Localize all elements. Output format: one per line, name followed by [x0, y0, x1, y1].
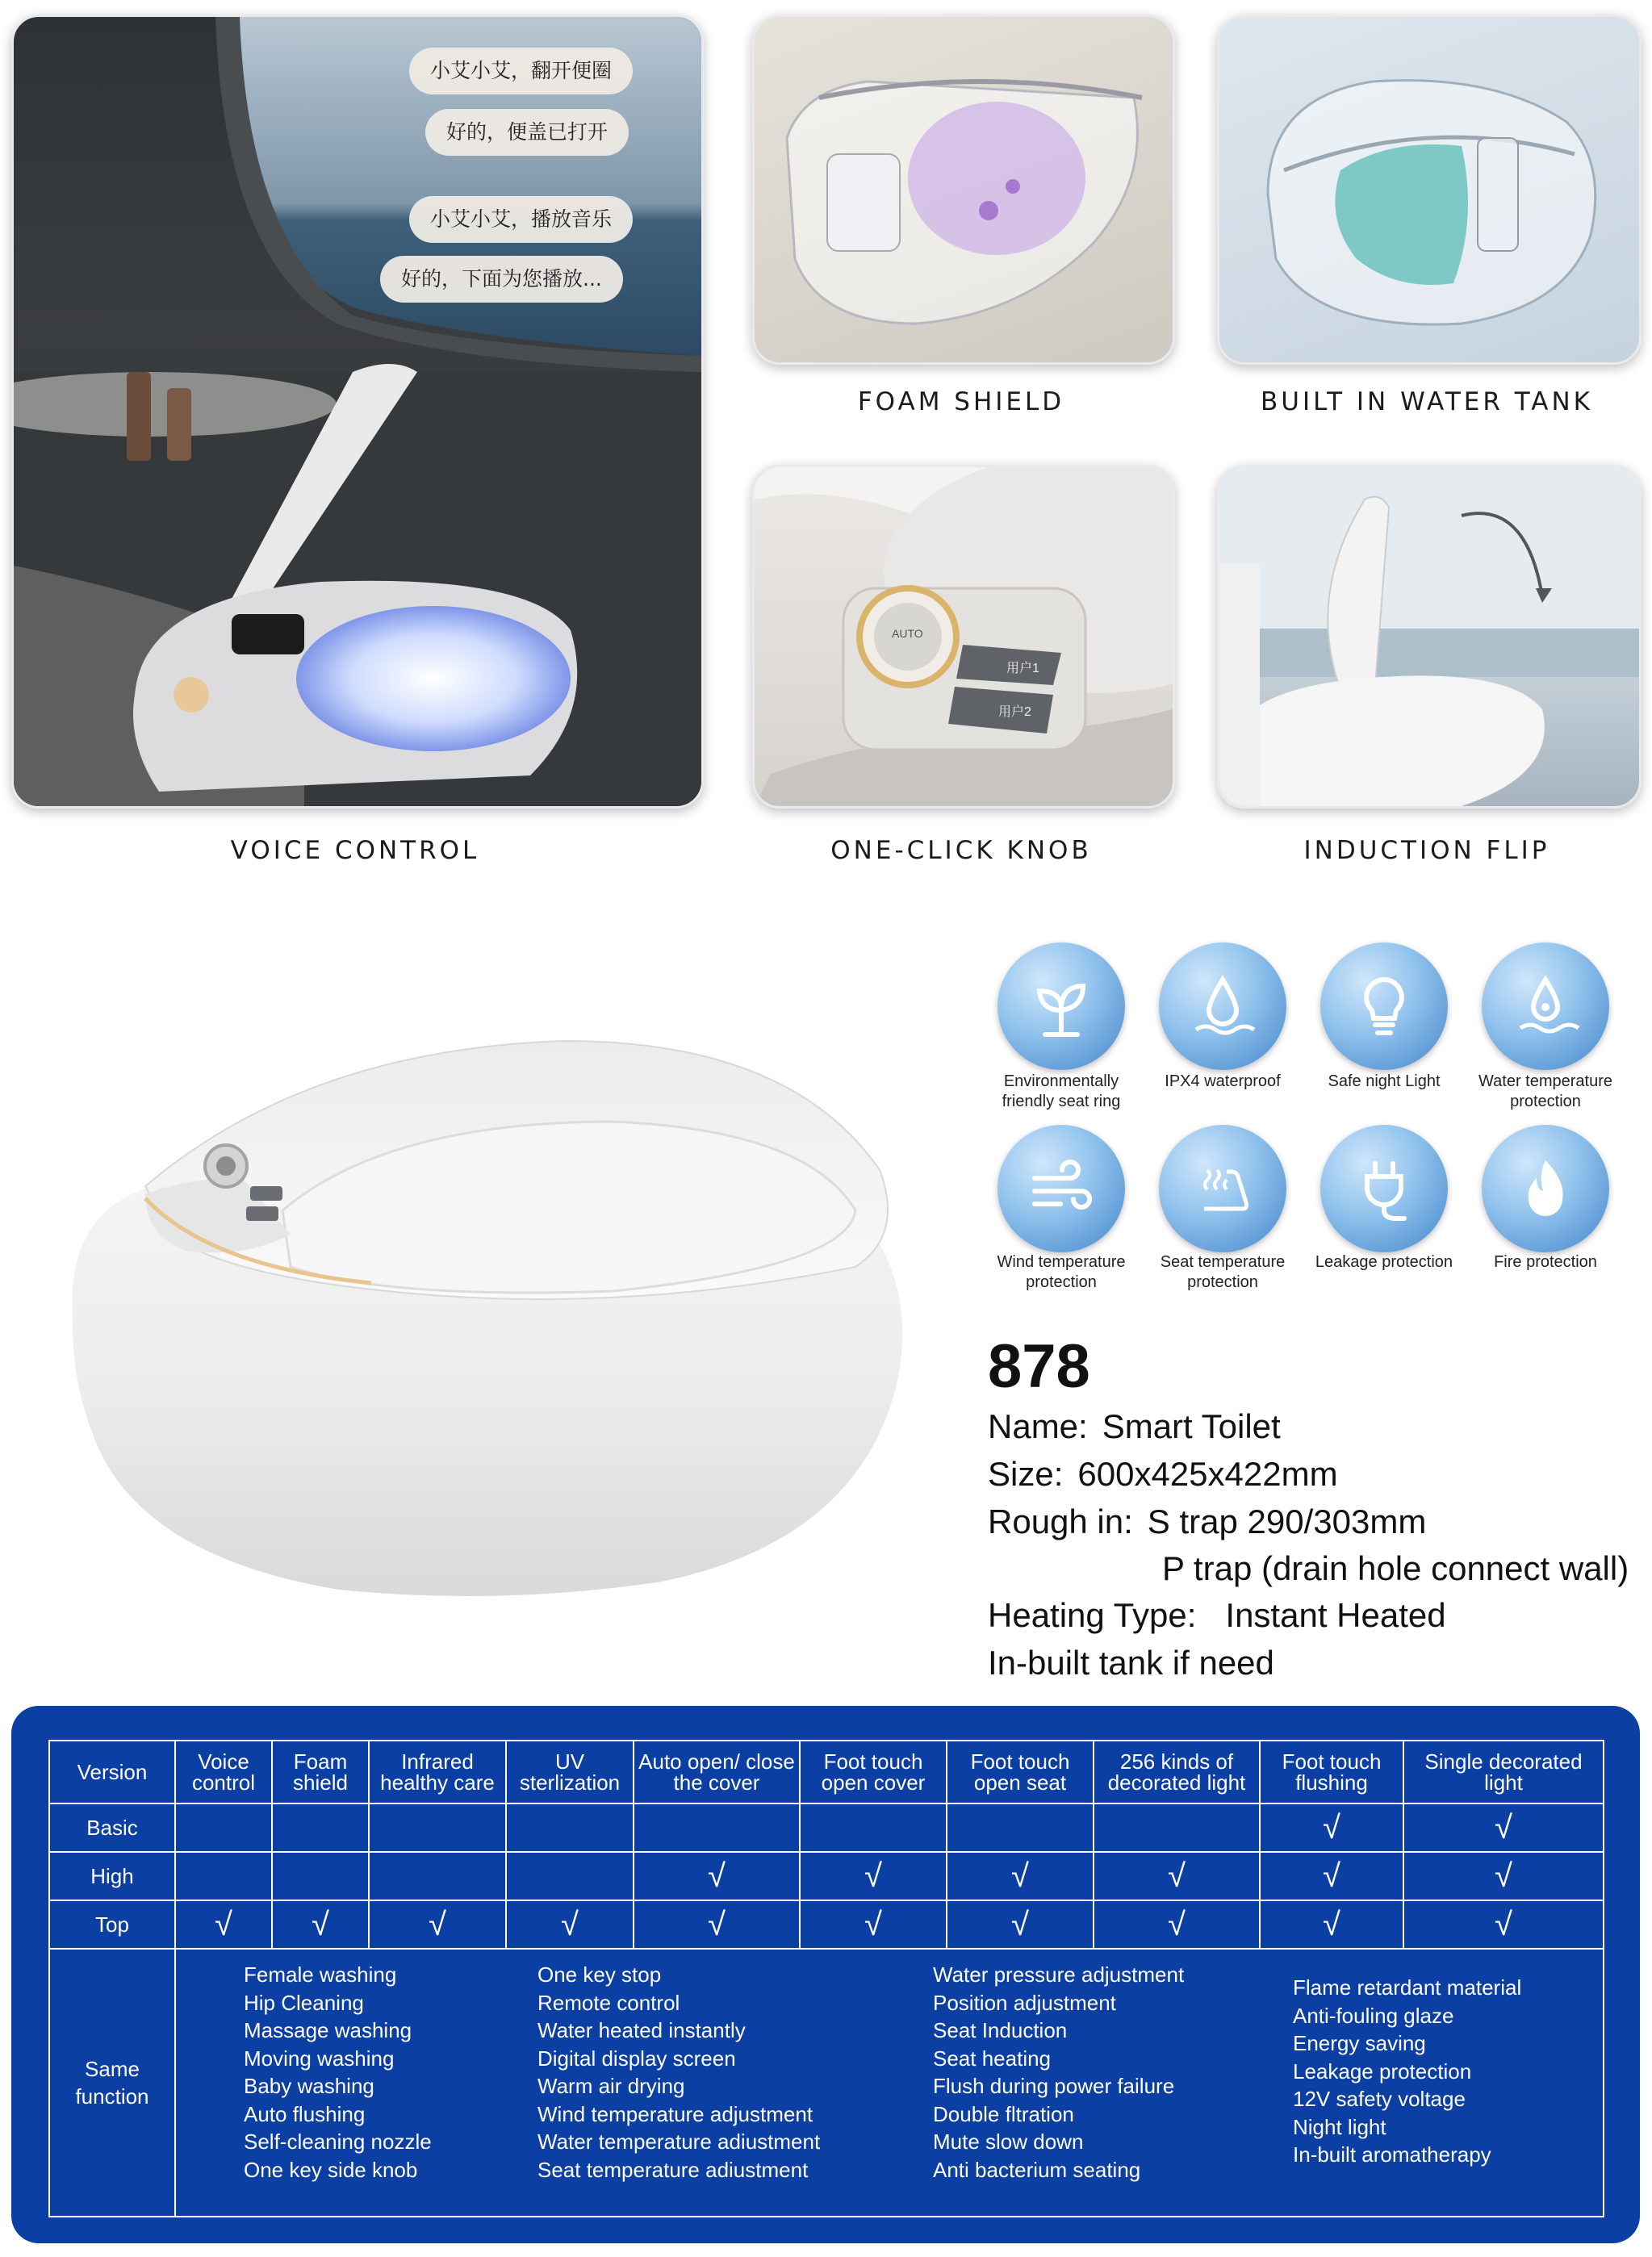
header-foot-cover: Foot touch open cover	[800, 1741, 947, 1804]
list-item: Auto flushing	[244, 2101, 366, 2126]
table-cell	[369, 1852, 506, 1900]
table-cell: √	[369, 1900, 506, 1949]
list-item: Anti bacterium seating	[933, 2157, 1141, 2182]
list-item: In-built aromatherapy	[1293, 2142, 1491, 2167]
feature-label-eco-seat: Environmentally friendly seat ring	[1002, 1072, 1121, 1110]
row-version-label: Basic	[49, 1804, 175, 1852]
spec-size-label: Size:	[988, 1455, 1064, 1493]
same-function-cell	[175, 1949, 1604, 2217]
foam-shield-illustration	[755, 17, 1173, 362]
induction-flip-illustration	[1219, 467, 1639, 806]
feature-label-seat-temp: Seat temperature protection	[1160, 1253, 1286, 1291]
table-cell	[1094, 1804, 1260, 1852]
table-cell: √	[800, 1852, 947, 1900]
table-cell: √	[1403, 1852, 1604, 1900]
wind-icon	[997, 1125, 1125, 1252]
list-item: Moving washing	[244, 2046, 395, 2071]
row-version-label: High	[49, 1852, 175, 1900]
list-item: Remote control	[537, 1990, 680, 2015]
table-row-basic	[49, 1804, 1604, 1852]
header-infrared: Infrared healthy care	[369, 1741, 506, 1804]
list-item: Hip Cleaning	[244, 1990, 364, 2015]
plug-icon	[1320, 1125, 1448, 1252]
table-row-top	[49, 1900, 1604, 1949]
knob-user1-label: 用户1	[1006, 662, 1039, 675]
spec-size-value: 600x425x422mm	[1077, 1455, 1338, 1493]
feature-label-night-light: Safe night Light	[1328, 1072, 1441, 1090]
seat-heat-icon	[1159, 1125, 1286, 1252]
function-list-2	[537, 1961, 820, 2184]
spec-heating	[988, 1596, 1446, 1635]
list-item: Position adjustment	[933, 1990, 1116, 2015]
header-256-light: 256 kinds of decorated light	[1094, 1741, 1260, 1804]
same-function-label: Same function	[49, 1949, 175, 2217]
table-cell: √	[1260, 1900, 1403, 1949]
spec-name	[988, 1407, 1281, 1446]
table-cell: √	[634, 1900, 800, 1949]
spec-heating-value: Instant Heated	[1225, 1596, 1446, 1634]
feature-label-water-temp: Water temperature protection	[1478, 1072, 1612, 1110]
table-cell	[272, 1804, 369, 1852]
water-tank-photo	[1217, 15, 1642, 365]
header-uv: UV sterlization	[506, 1741, 634, 1804]
list-item: Night light	[1293, 2114, 1386, 2139]
water-temp-icon	[1482, 943, 1609, 1070]
list-item: Self-cleaning nozzle	[244, 2130, 432, 2154]
list-item: Warm air drying	[537, 2074, 685, 2098]
spec-rough-s-value: S trap 290/303mm	[1147, 1503, 1427, 1540]
list-item: Water pressure adjustment	[933, 1962, 1185, 1987]
list-item: Mute slow down	[933, 2130, 1084, 2154]
list-item: Flame retardant material	[1293, 1975, 1522, 2000]
header-single-light: Single decorated light	[1403, 1741, 1604, 1804]
function-list-1	[244, 1961, 432, 2184]
feature-label-wind-temp: Wind temperature protection	[997, 1253, 1126, 1291]
spec-rough-in-p: P trap (drain hole connect wall)	[1162, 1549, 1629, 1587]
knob-auto-label: AUTO	[892, 627, 923, 640]
voice-bubble-2: 好的，便盖已打开	[425, 109, 629, 156]
table-cell: √	[1403, 1804, 1604, 1852]
table-cell: √	[947, 1852, 1094, 1900]
product-toilet-illustration	[48, 1025, 920, 1638]
table-cell: √	[634, 1852, 800, 1900]
list-item: 12V safety voltage	[1293, 2087, 1466, 2111]
table-row-high	[49, 1852, 1604, 1900]
row-version-label: Top	[49, 1900, 175, 1949]
fire-icon	[1482, 1125, 1609, 1252]
list-item: Female washing	[244, 1962, 397, 1987]
table-cell	[800, 1804, 947, 1852]
table-cell: √	[1094, 1900, 1260, 1949]
list-item: Massage washing	[244, 2018, 412, 2042]
table-cell	[506, 1804, 634, 1852]
list-item: Water temperature adiustment	[537, 2130, 821, 2154]
list-item: Seat Induction	[933, 2018, 1068, 2042]
function-list-3	[933, 1961, 1184, 2184]
list-item: Seat heating	[933, 2046, 1052, 2071]
list-item: One key stop	[537, 1962, 662, 1987]
caption-voice-control: VOICE CONTROL	[230, 836, 480, 865]
caption-water-tank: BUILT IN WATER TANK	[1260, 387, 1593, 416]
table-cell: √	[1260, 1852, 1403, 1900]
list-item: Baby washing	[244, 2074, 374, 2098]
spec-name-label: Name:	[988, 1407, 1088, 1445]
table-cell	[175, 1804, 272, 1852]
list-item: Energy saving	[1293, 2031, 1426, 2055]
list-item: Wind temperature adjustment	[537, 2101, 813, 2126]
water-tank-illustration	[1219, 17, 1639, 362]
one-click-knob-photo	[752, 465, 1175, 809]
header-voice-control: Voice control	[175, 1741, 272, 1804]
induction-flip-photo	[1217, 465, 1642, 809]
table-cell	[634, 1804, 800, 1852]
list-item: Leakage protection	[1293, 2058, 1472, 2084]
light-bulb-icon	[1320, 943, 1448, 1070]
table-cell: √	[800, 1900, 947, 1949]
table-cell	[272, 1852, 369, 1900]
foam-shield-photo	[752, 15, 1175, 365]
header-version: Version	[49, 1741, 175, 1804]
list-item: Seat temperature adiustment	[537, 2157, 809, 2182]
function-list-4	[1293, 1974, 1521, 2169]
table-cell: √	[506, 1900, 634, 1949]
voice-bubble-3: 小艾小艾，播放音乐	[409, 196, 633, 243]
version-comparison-table	[48, 1740, 1604, 2217]
list-item: Double fltration	[933, 2101, 1074, 2126]
header-foot-seat: Foot touch open seat	[947, 1741, 1094, 1804]
header-foam-shield: Foam shield	[272, 1741, 369, 1804]
table-cell: √	[1094, 1852, 1260, 1900]
table-cell	[947, 1804, 1094, 1852]
knob-illustration	[755, 467, 1173, 806]
voice-bubble-4: 好的，下面为您播放...	[380, 256, 623, 303]
spec-tank: In-built tank if need	[988, 1644, 1274, 1682]
sprout-icon	[997, 943, 1125, 1070]
list-item: Flush during power failure	[933, 2074, 1175, 2098]
spec-size	[988, 1455, 1338, 1494]
spec-name-value: Smart Toilet	[1102, 1407, 1281, 1445]
caption-foam-shield: FOAM SHIELD	[857, 387, 1065, 416]
table-cell	[175, 1852, 272, 1900]
feature-label-ipx4: IPX4 waterproof	[1165, 1072, 1281, 1090]
feature-label-fire: Fire protection	[1494, 1253, 1597, 1271]
caption-one-click-knob: ONE-CLICK KNOB	[830, 836, 1092, 865]
header-foot-flush: Foot touch flushing	[1260, 1741, 1403, 1804]
list-item: Digital display screen	[537, 2046, 736, 2071]
list-item: Anti-fouling glaze	[1293, 2003, 1454, 2028]
table-cell: √	[1260, 1804, 1403, 1852]
table-cell	[506, 1852, 634, 1900]
voice-control-photo	[11, 15, 704, 809]
feature-label-leakage: Leakage protection	[1315, 1253, 1453, 1271]
list-item: Water heated instantly	[537, 2018, 746, 2042]
table-cell: √	[175, 1900, 272, 1949]
list-item: One key side knob	[244, 2157, 418, 2182]
table-cell: √	[947, 1900, 1094, 1949]
table-row-same-function	[49, 1949, 1604, 2217]
spec-rough-in	[988, 1503, 1426, 1541]
version-comparison-panel	[11, 1706, 1640, 2243]
table-cell: √	[1403, 1900, 1604, 1949]
model-number: 878	[988, 1332, 1090, 1401]
header-auto-open: Auto open/ close the cover	[634, 1741, 800, 1804]
table-cell: √	[272, 1900, 369, 1949]
water-drop-icon	[1159, 943, 1286, 1070]
voice-bubble-1: 小艾小艾，翻开便圈	[409, 48, 633, 94]
table-header-row	[49, 1741, 1604, 1804]
caption-induction-flip: INDUCTION FLIP	[1303, 836, 1550, 865]
spec-rough-label: Rough in:	[988, 1503, 1133, 1540]
spec-heating-label: Heating Type:	[988, 1596, 1197, 1634]
table-cell	[369, 1804, 506, 1852]
knob-user2-label: 用户2	[998, 705, 1031, 719]
